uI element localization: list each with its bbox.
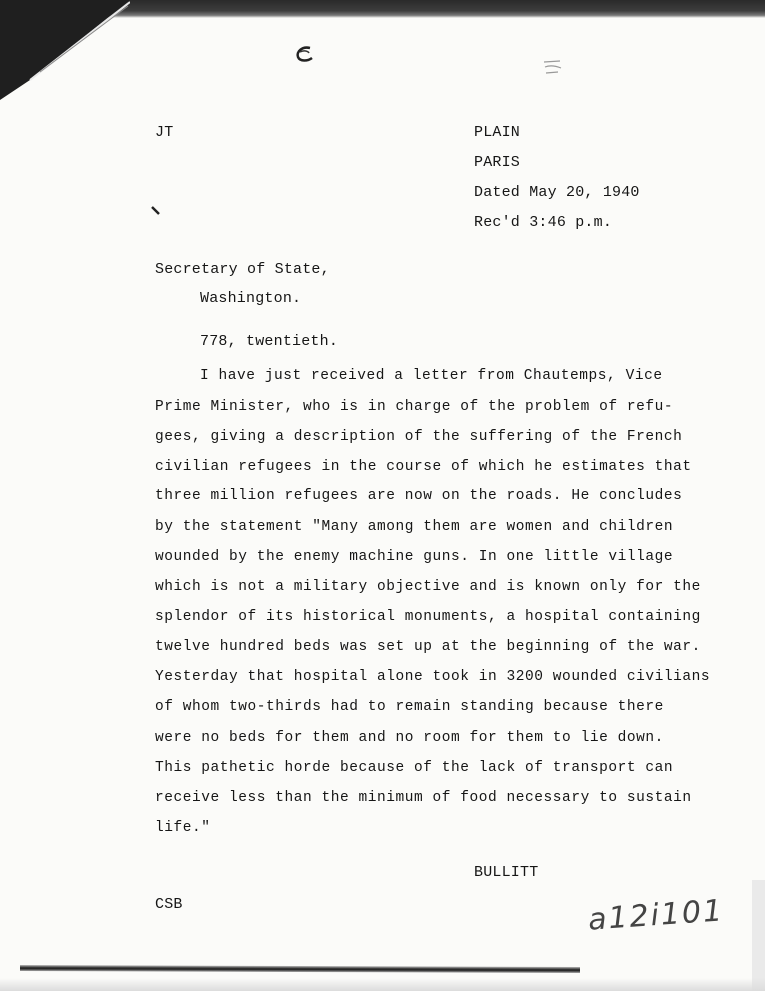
body-line: receive less than the minimum of food necessary to sustain	[155, 790, 692, 806]
classification: PLAIN	[474, 124, 521, 141]
origin-city: PARIS	[474, 154, 521, 171]
body-line: which is not a military objective and is known only for the	[155, 579, 701, 595]
scan-right-edge	[752, 880, 765, 991]
body-line: This pathetic horde because of the lack of transport can	[155, 760, 674, 776]
body-line: Prime Minister, who is in charge of the problem of refu-	[155, 399, 674, 415]
address-line-1: Secretary of State,	[155, 261, 330, 278]
handwritten-archive-number: a12i101	[586, 893, 726, 938]
date-line: Dated May 20, 1940	[474, 184, 640, 201]
body-line: life."	[155, 820, 211, 836]
body-line: by the statement "Many among them are women and children	[155, 519, 674, 535]
initials-left: JT	[155, 124, 174, 141]
body-line: were no beds for them and no room for them to lie down.	[155, 730, 664, 746]
address-line-2: Washington.	[200, 290, 302, 307]
body-line: gees, giving a description of the suffering of the French	[155, 429, 683, 445]
scan-smudge-mark	[290, 44, 320, 66]
signature: BULLITT	[474, 864, 539, 881]
body-line: three million refugees are now on the roads. He concludes	[155, 488, 683, 504]
telegram-reference: 778, twentieth.	[200, 333, 339, 350]
body-line: civilian refugees in the course of which he estimates that	[155, 459, 692, 475]
scan-bottom-border	[20, 965, 580, 973]
scan-faint-mark	[540, 56, 566, 78]
scan-bottom-shadow	[0, 978, 765, 991]
body-line: of whom two-thirds had to remain standing because there	[155, 699, 664, 715]
body-line: wounded by the enemy machine guns. In one little village	[155, 549, 674, 565]
initials-bottom: CSB	[155, 896, 183, 913]
scan-folded-corner	[0, 0, 130, 100]
body-line: twelve hundred beds was set up at the beginning of the war.	[155, 639, 701, 655]
body-line: splendor of its historical monuments, a hospital containing	[155, 609, 701, 625]
received-time: Rec'd 3:46 p.m.	[474, 214, 613, 231]
scan-tick-mark	[150, 205, 164, 217]
body-line: Yesterday that hospital alone took in 3200 wounded civilians	[155, 669, 711, 685]
body-line: I have just received a letter from Chautemps, Vice	[200, 368, 663, 384]
